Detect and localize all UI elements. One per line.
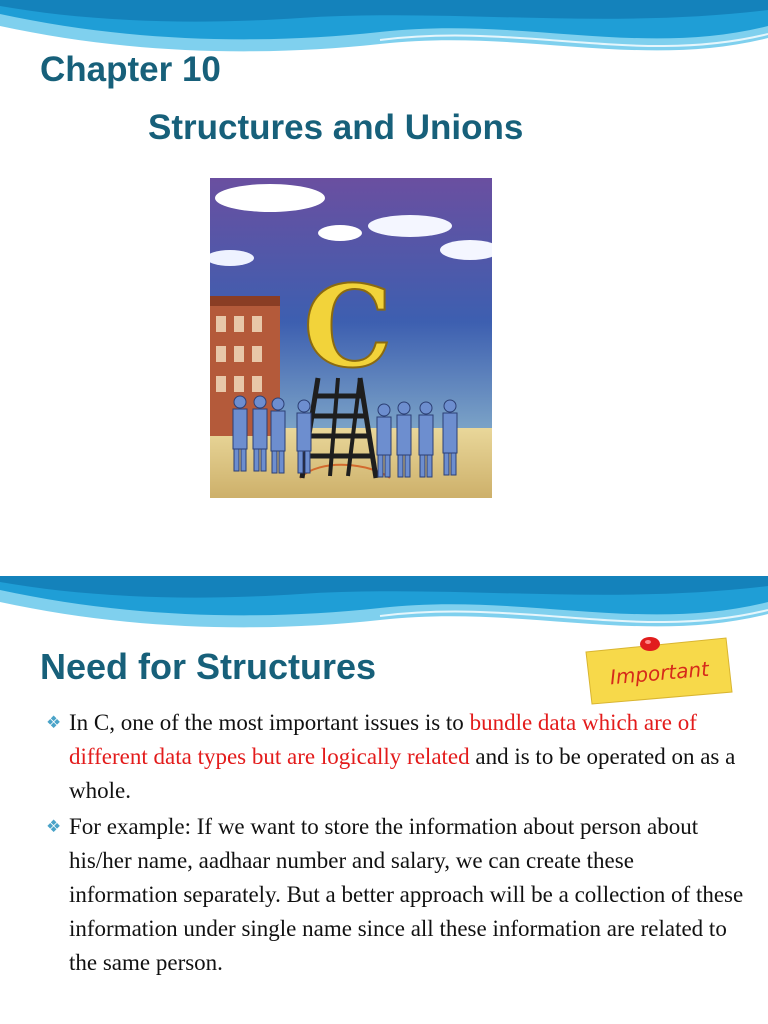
bullet-item <box>46 810 746 980</box>
bullet-2-text: For example: If we want to store the information about person about his/her name, aadhaar number and salary, we can create these information separately. But a better approach will be a collection of these information under single name since all these information are related to the same person. <box>69 814 744 975</box>
slide-1-title-line-2: Structures and Unions <box>148 108 524 147</box>
diamond-bullet-icon: ❖ <box>46 817 62 836</box>
important-badge-text: Important <box>608 656 710 690</box>
cover-letter-c: C <box>303 262 393 393</box>
diamond-bullet-icon: ❖ <box>46 713 62 732</box>
cover-illustration <box>210 178 492 498</box>
slide-2 <box>0 576 768 1024</box>
bullet-list <box>46 706 746 982</box>
important-sticky-note <box>578 630 738 708</box>
bullet-1-text-after: and is to be operated on as a whole. <box>69 744 736 803</box>
bullet-1-text-before: In C, one of the most important issues is to <box>69 710 470 735</box>
bullet-1-highlight: bundle data which are of different data types but are logically related <box>69 710 697 769</box>
bullet-item <box>46 706 746 808</box>
slide-2-title: Need for Structures <box>40 646 377 687</box>
pin-icon <box>640 637 660 651</box>
slide-gap <box>0 512 768 576</box>
slide-1-title-line-1: Chapter 10 <box>40 50 221 89</box>
